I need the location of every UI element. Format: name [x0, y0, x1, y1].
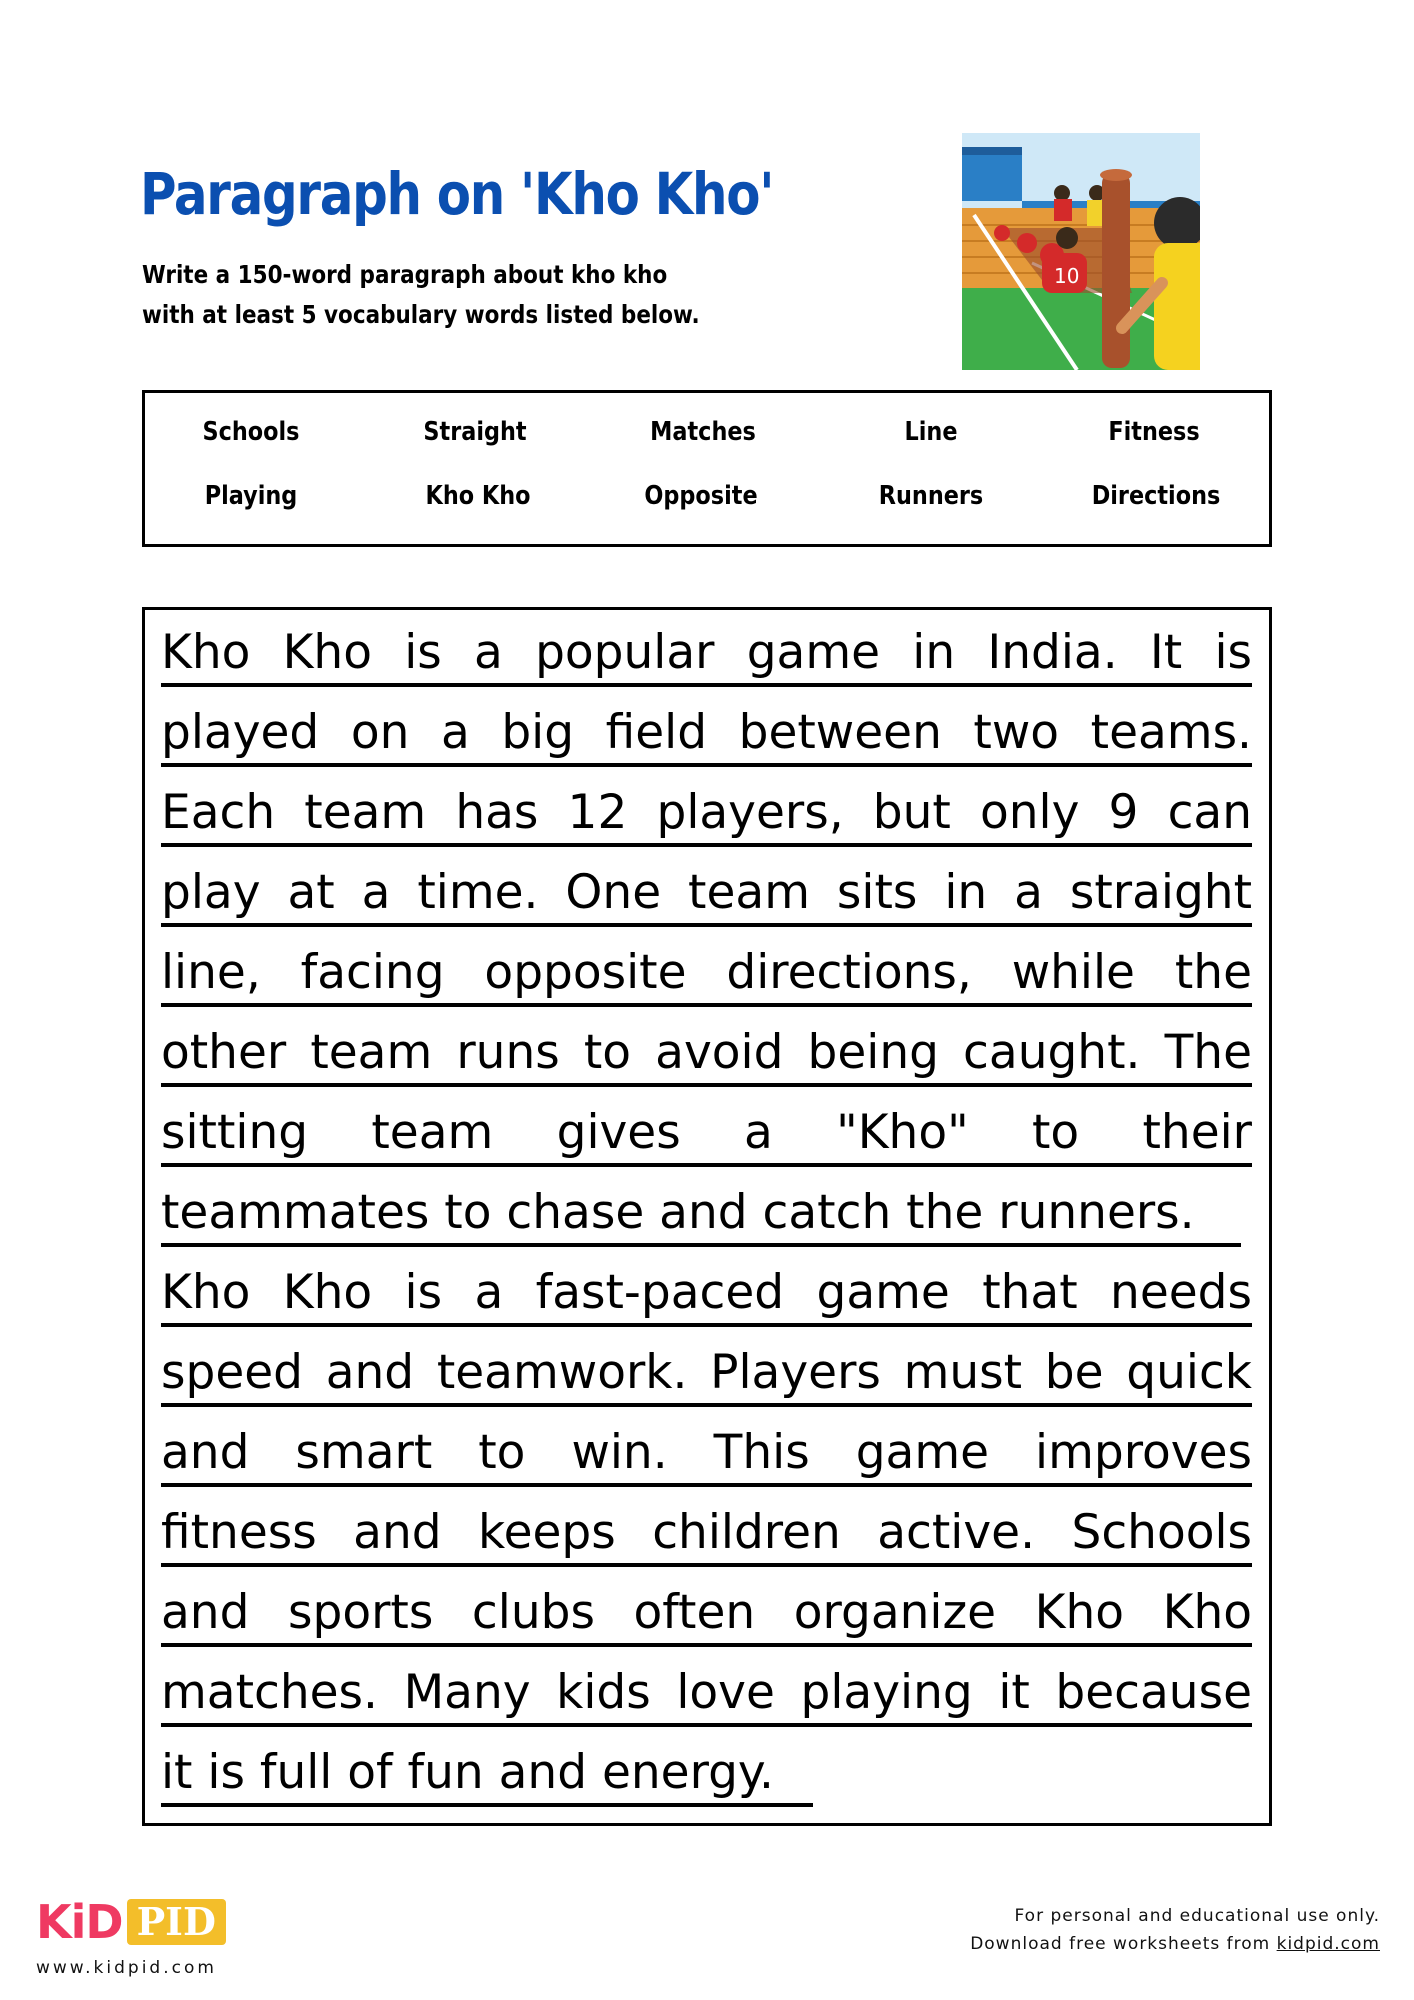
download-note-prefix: Download free worksheets from [970, 1934, 1277, 1954]
paragraph-line: line, facing opposite directions, while the [161, 943, 1252, 1023]
download-note [970, 1930, 1380, 1958]
svg-text:10: 10 [1054, 264, 1080, 288]
logo-url[interactable]: www.kidpid.com [36, 1958, 217, 1978]
instructions-line-2: with at least 5 vocabulary words listed below. [142, 300, 700, 329]
footer-note [970, 1902, 1380, 1958]
paragraph-box [142, 607, 1272, 1826]
instructions-line-1: Write a 150-word paragraph about kho kho [142, 260, 668, 289]
paragraph-line: Each team has 12 players, but only 9 can [161, 783, 1252, 863]
kho-kho-players-image [962, 133, 1200, 370]
usage-note: For personal and educational use only. [1014, 1906, 1380, 1926]
vocab-word: Playing [204, 481, 298, 511]
paragraph-line: speed and teamwork. Players must be quick [161, 1343, 1252, 1423]
instructions [142, 255, 700, 335]
logo-kid-text: KiD [36, 1895, 123, 1949]
kidpid-link[interactable]: kidpid.com [1276, 1934, 1380, 1954]
paragraph-line: played on a big field between two teams. [161, 703, 1252, 783]
page-title: Paragraph on 'Kho Kho' [140, 160, 774, 228]
paragraph-line: fitness and keeps children active. Schools [161, 1503, 1252, 1583]
vocab-word: Opposite [644, 481, 758, 511]
vocab-word: Schools [202, 417, 300, 447]
paragraph-line: and smart to win. This game improves [161, 1423, 1252, 1503]
vocab-word: Runners [878, 481, 984, 511]
paragraph-line: and sports clubs often organize Kho Kho [161, 1583, 1252, 1663]
paragraph-line: it is full of fun and energy. [161, 1743, 813, 1823]
kho-kho-illustration [962, 133, 1200, 370]
paragraph-line: Kho Kho is a fast-paced game that needs [161, 1263, 1252, 1343]
paragraph-line: Kho Kho is a popular game in India. It is [161, 623, 1252, 703]
vocab-word: Matches [650, 417, 756, 447]
paragraph-line: matches. Many kids love playing it because [161, 1663, 1252, 1743]
vocab-word: Fitness [1108, 417, 1200, 447]
vocabulary-box [142, 390, 1272, 547]
paragraph-line: play at a time. One team sits in a straight [161, 863, 1252, 943]
paragraph-line: teammates to chase and catch the runners. [161, 1183, 1241, 1263]
vocab-word: Straight [423, 417, 527, 447]
kidpid-logo[interactable] [36, 1895, 226, 1949]
logo-pid-text: PID [127, 1899, 226, 1945]
vocab-word: Kho Kho [425, 481, 531, 511]
paragraph-line: sitting team gives a "Kho" to their [161, 1103, 1252, 1183]
vocabulary-grid [145, 393, 1269, 544]
vocab-word: Line [904, 417, 958, 447]
paragraph-line: other team runs to avoid being caught. The [161, 1023, 1252, 1103]
vocab-word: Directions [1091, 481, 1221, 511]
